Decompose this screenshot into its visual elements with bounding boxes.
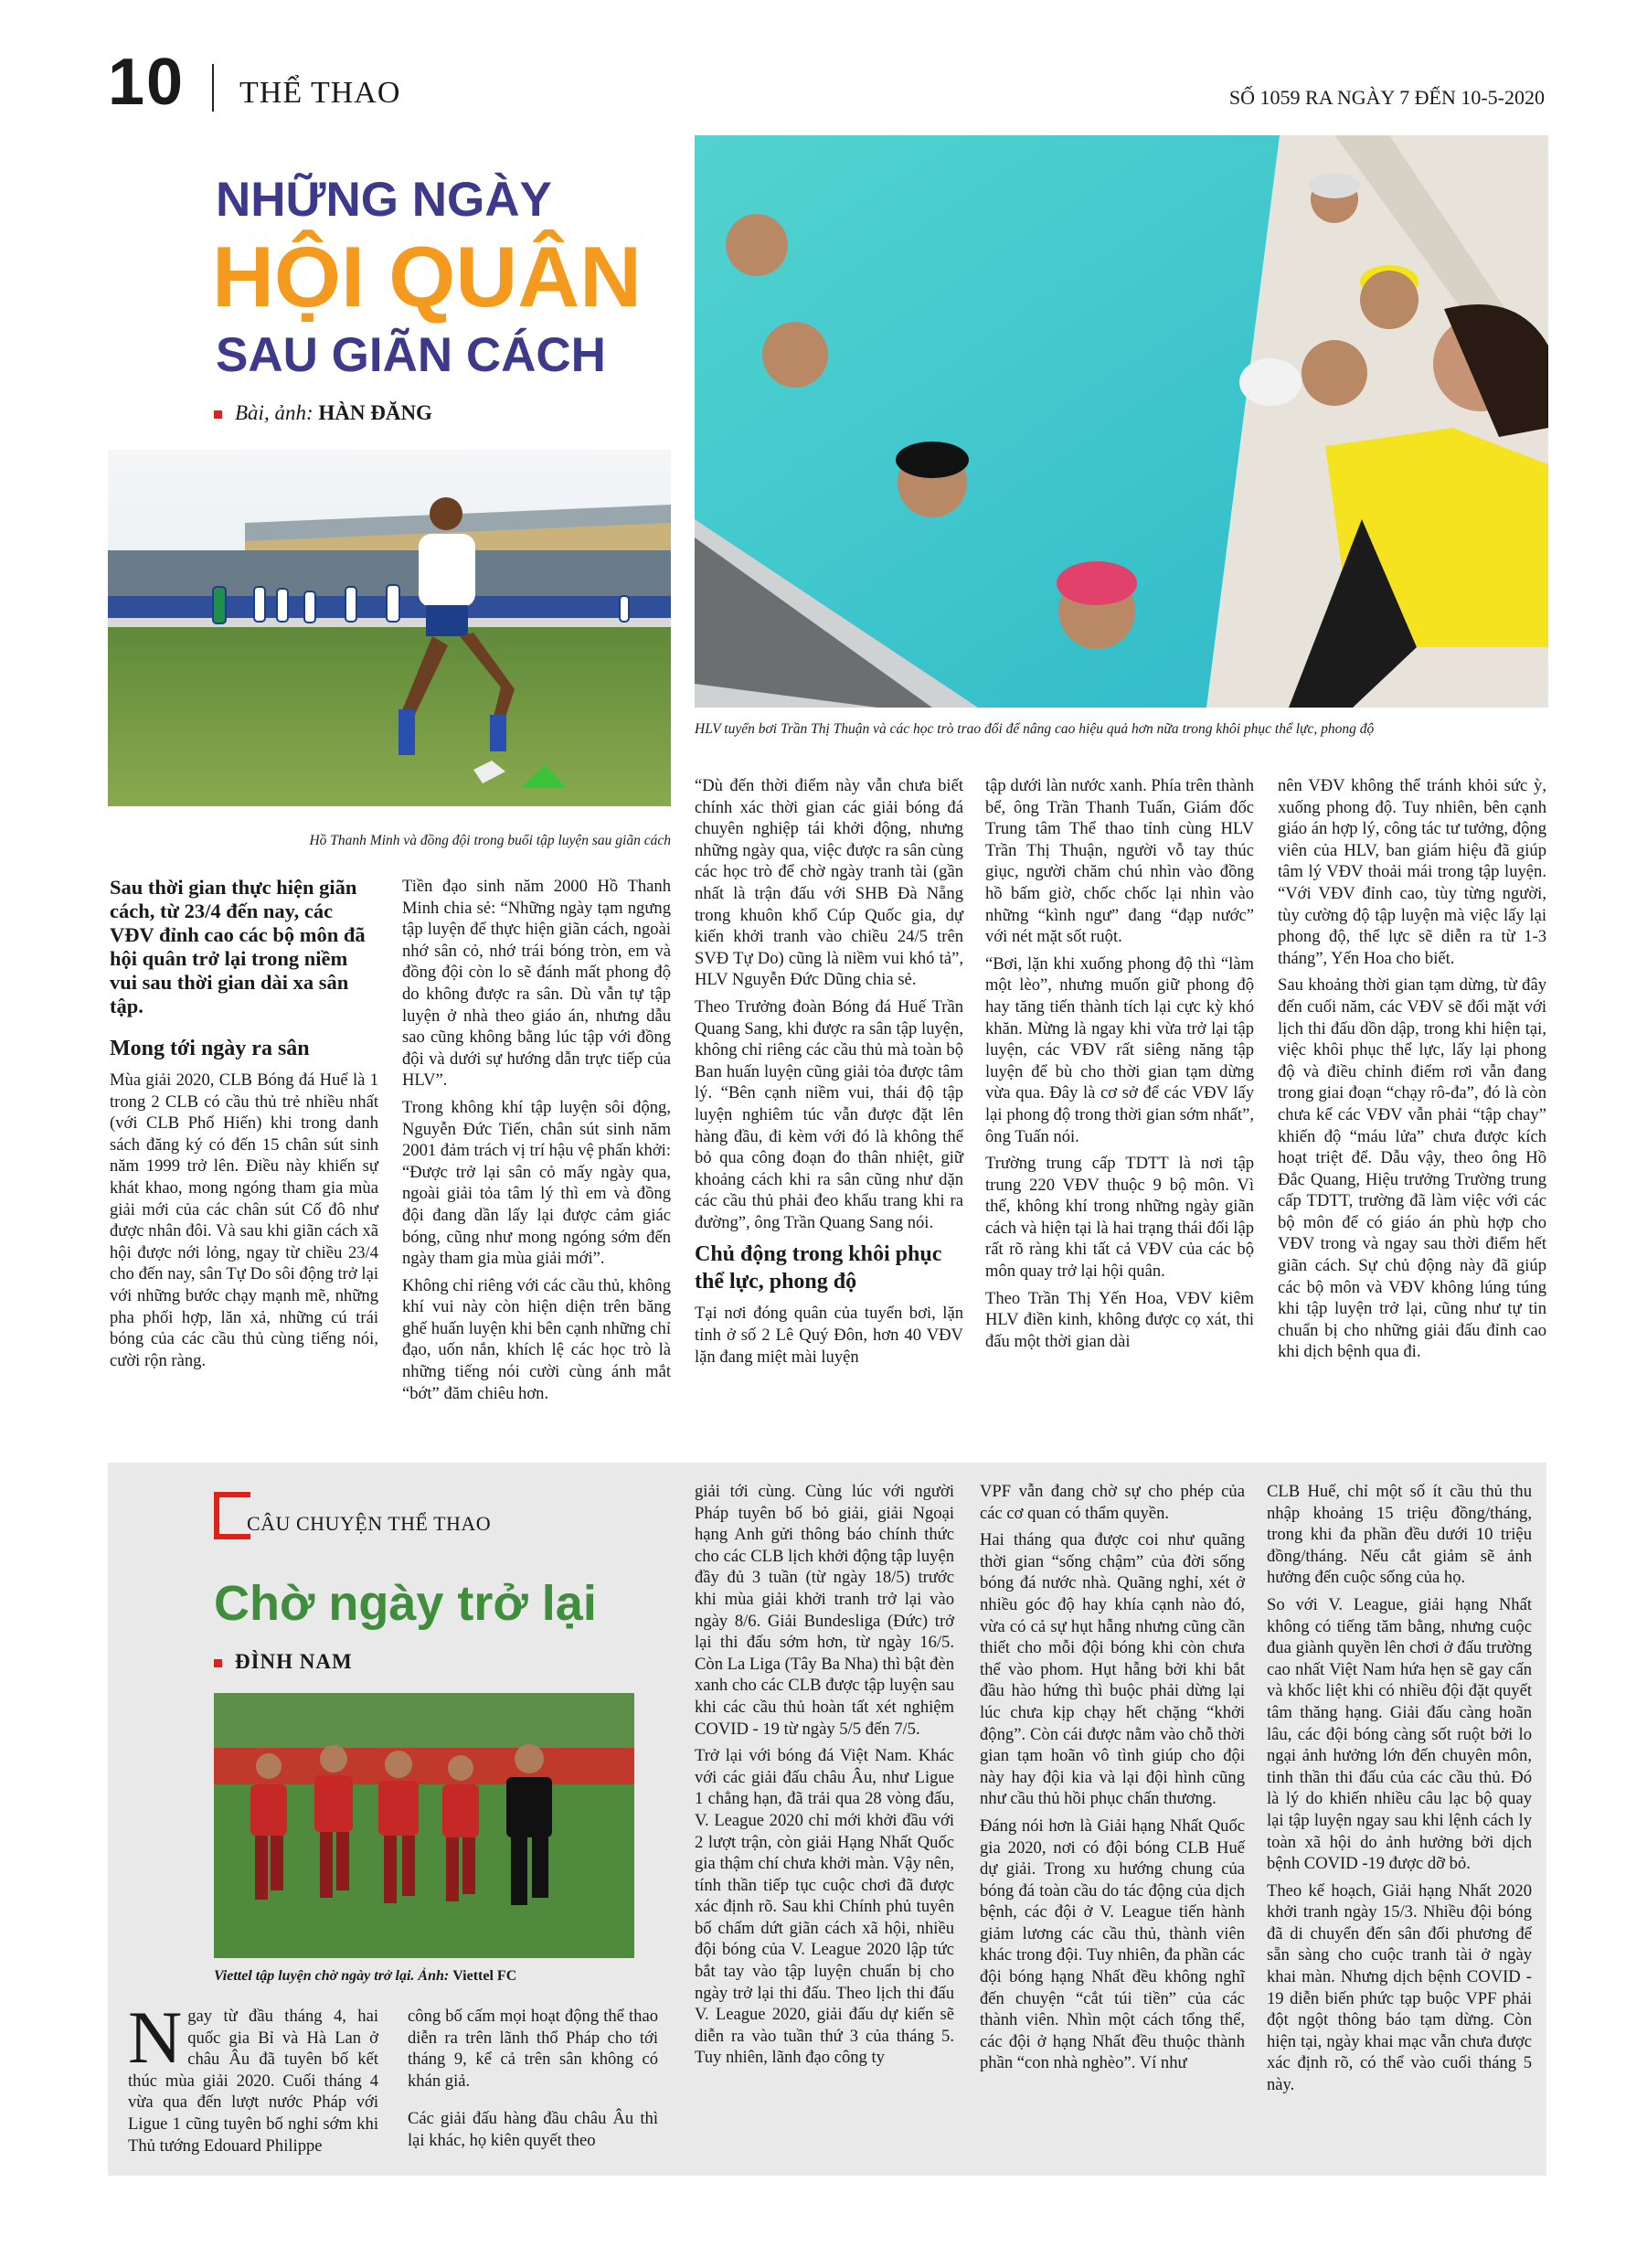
story-byline — [214, 1649, 353, 1675]
byline-prefix: Bài, ảnh: — [235, 401, 313, 424]
story-author: ĐÌNH NAM — [235, 1650, 353, 1673]
caption-text: Viettel tập luyện chờ ngày trở lại. Ảnh: — [214, 1968, 453, 1984]
article2-column-5 — [1267, 1481, 1532, 2102]
paragraph: “Bơi, lặn khi xuống phong độ thì “làm một lèo”, nhưng muốn giữ phong độ hay tăng tiến thành tích lại cực kỳ khó khăn. Mừng là ngay khi vừa trở lại tập luyện, các VĐV rất siêng năng tập luyện để bù cho thời gian tạm dừng vừa qua. Đây là cơ sở để các VĐV lấy lại phong độ trong thời gian sớm nhất”, ông Tuấn nói. — [985, 953, 1254, 1146]
article1-subhead-1: Mong tới ngày ra sân — [110, 1037, 310, 1060]
paragraph: Trường trung cấp TDTT là nơi tập trung 220 VĐV thuộc 9 bộ môn. Vì thế, không khí trong những ngày giãn cách và hiện tại là hai trạng thái đối lập rất rõ ràng khi tất cả VĐV của các bộ môn quay trở lại hội quân. — [985, 1154, 1254, 1282]
paragraph: Sau khoảng thời gian tạm dừng, từ đây đến cuối năm, các VĐV sẽ đối mặt với lịch thi đấu dồn dập, trong khi hiện tại, việc khôi phục thể lực, lấy lại phong độ và điều chỉnh điểm rơi vẫn đang trong giai đoạn “chạy rô-đa”, đó là còn chưa kể các VĐV vẫn phải “tập chay” khiến độ “máu lửa” chưa được kích hoạt triệt để. Dẫu vậy, theo ông Hồ Đắc Quang, Hiệu trưởng Trường trung cấp TDTT, trường đã làm việc với các bộ môn để có giáo án phù hợp cho VĐV trong và ngay sau thời điểm hết giãn cách. Sự chủ động này đã giúp các bộ môn và VĐV không lúng túng khi tập luyện trở lại, cũng như tự tin chuẩn bị cho những giải đấu đỉnh cao khi dịch bệnh qua đi. — [1278, 975, 1546, 1362]
paragraph: Đáng nói hơn là Giải hạng Nhất Quốc gia 2020, nơi có đội bóng CLB Huế dự giải. Trong xu hướng chung của bóng đá toàn cầu do tác động của dịch bệnh, các đội ở V. League tiến hành giảm lương các cầu thủ, thành viên khác trong đội. Tuy nhiên, đa phần các đội bóng hạng Nhất đều không nghĩ đến chuyện “cắt túi tiền” của các thành viên. Nhìn một cách tổng thể, các đội ở hạng Nhất đều thuộc thành phần “con nhà nghèo”. Ví như — [980, 1815, 1245, 2073]
kicker-label: CÂU CHUYỆN THỂ THAO — [247, 1512, 492, 1535]
viettel-training-photo — [214, 1693, 634, 1958]
paragraph: “Dù đến thời điểm này vẫn chưa biết chính xác thời gian các giải bóng đá chuyên nghiệp tái khởi động, nhưng những ngày qua, việc được ra sân cùng các học trò để chờ ngày tranh tài (gần nhất là trận đấu với SHB Đà Nẵng trong khuôn khổ Cúp Quốc gia, dự kiến khởi tranh vào chiều 24/5 trên SVĐ Tự Do) cũng là niềm vui khó tả”, HLV Nguyễn Đức Dũng chia sẻ. — [695, 776, 963, 990]
paragraph: giải tới cùng. Cùng lúc với người Pháp tuyên bố bỏ giải, giải Ngoại hạng Anh gửi thông báo chính thức cho các CLB lịch khởi động tập luyện đầy đủ 3 tuần (từ ngày 18/5) trước khi mùa giải khởi tranh trở lại vào ngày 8/6. Giải Bundesliga (Đức) trở lại thi đấu sớm hơn, từ ngày 16/5. Còn La Liga (Tây Ba Nha) thì bật đèn xanh cho các CLB được tập luyện sau khi các cầu thủ hoàn tất xét nghiệm COVID - 19 từ ngày 5/5 đến 7/5. — [695, 1482, 954, 1739]
paragraph: Theo Trần Thị Yến Hoa, VĐV kiêm HLV điền kinh, không được cọ xát, thi đấu một thời gian dài — [985, 1288, 1254, 1351]
bullet-icon — [214, 410, 222, 419]
paragraph: Tiền đạo sinh năm 2000 Hồ Thanh Minh chia sẻ: “Những ngày tạm ngưng tập luyện để thực hiện giãn cách, ngoài nhớ sân cỏ, nhớ trái bóng tròn, em và đồng đội còn lo sẽ đánh mất phong độ do không được ra sân. Dù vẫn tự tập luyện ở nhà theo giáo án, nhưng dẫu sao cũng không bằng lúc tập với đồng đội và dưới sự hướng dẫn trực tiếp của HLV”. — [402, 877, 671, 1091]
headline-line-1: NHỮNG NGÀY — [216, 173, 552, 227]
paragraph: tập dưới làn nước xanh. Phía trên thành bể, ông Trần Thanh Tuấn, Giám đốc Trung tâm Thể thao tỉnh cùng HLV Trần Thị Thuận, người vỗ tay thúc giục, người chăm chú nhìn vào đồng hồ bấm giờ, chốc chốc lại nhìn vào những “kình ngư” đang “đạp nước” với nét mặt sốt ruột. — [985, 776, 1254, 947]
viettel-photo-caption — [214, 1967, 634, 1986]
article2-column-1 — [128, 1996, 378, 2156]
section-title: THỂ THAO — [239, 76, 401, 110]
paragraph: Trong không khí tập luyện sôi động, Nguyễn Đức Tiến, chân sút sinh năm 2001 đảm trách vị trí hậu vệ phấn khởi: “Được trở lại sân cỏ mấy ngày qua, ngoài giải tỏa tâm lý thì em và đồng đội đang dần lấy lại được cảm giác bóng, cũng như mong ngóng sớm đến ngày tham gia mùa giải mới”. — [402, 1097, 671, 1269]
header-divider — [212, 64, 214, 112]
paragraph: nên VĐV không thể tránh khỏi sức ỳ, xuống phong độ. Tuy nhiên, bên cạnh giáo án hợp lý, công tác tư tưởng, động viên của HLV, ban giám hiệu đã giúp tâm lý VĐV thoải mái trong tập luyện. “Với VĐV đỉnh cao, tùy từng người, tùy cường độ tập luyện mà việc lấy lại phong độ, thể lực sẽ diễn ra từ 1-3 tháng”, Yến Hoa cho biết. — [1278, 776, 1546, 968]
paragraph: Tại nơi đóng quân của tuyển bơi, lặn tỉnh ở số 2 Lê Quý Đôn, hơn 40 VĐV lặn đang miệt mài luyện — [695, 1304, 963, 1367]
paragraph: CLB Huế, chỉ một số ít cầu thủ thu nhập khoảng 15 triệu đồng/tháng, trong khi đa phần đều dưới 10 triệu đồng/tháng. Nếu cắt giảm sẽ ảnh hưởng đến cuộc sống của họ. — [1267, 1482, 1532, 1588]
caption-credit: Viettel FC — [452, 1968, 517, 1984]
paragraph: Hai tháng qua được coi như quãng thời gian “sống chậm” của đời sống bóng đá nước nhà. Quãng nghỉ, xét ở nhiều góc độ hay khía cạnh nào đó, vừa có cả sự hụt hẫng nhưng cũng cần thiết cho mỗi đội bóng khi còn chưa thể vào phom. Hụt hẫng bởi khi bắt đầu hào hứng thì buộc phải dừng lại lúc chưa kịp chạy hết chặng “khởi động”. Còn cái được nằm vào chỗ thời gian tạm hoãn vô tình giúp cho đội này hay đội kia và lại đội hình cũng như cầu thủ hồi phục chấn thương. — [980, 1530, 1245, 1809]
paragraph: VPF vẫn đang chờ sự cho phép của các cơ quan có thẩm quyền. — [980, 1482, 1245, 1523]
byline — [214, 400, 432, 426]
article1-column-1 — [110, 876, 378, 1377]
paragraph: Trở lại với bóng đá Việt Nam. Khác với các giải đấu châu Âu, như Ligue 1 chẳng hạn, đã trải qua 28 vòng đấu, V. League 2020 chỉ mới khởi đầu với 2 lượt trận, còn giải Hạng Nhất Quốc gia thậm chí chưa khởi màn. Vậy nên, tính thần tiếp tục cuộc chơi đã được xác định rõ. Sau khi Chính phủ tuyên bố chấm dứt giãn cách xã hội, nhiều đội bóng của V. League 2020 lập tức bắt tay vào tập luyện chuẩn bị cho ngày trở lại thi đấu. Theo lịch thi đấu V. League 2020, giải đấu dự kiến sẽ diễn ra vào tuần thứ 3 của tháng 5. Tuy nhiên, lãnh đạo công ty — [695, 1746, 954, 2068]
football-training-photo — [108, 450, 671, 806]
article2-column-3 — [695, 1481, 954, 2074]
swimming-training-photo — [695, 135, 1548, 708]
story-title: Chờ ngày trở lại — [214, 1576, 597, 1631]
paragraph: Ngay từ đầu tháng 4, hai quốc gia Bỉ và Hà Lan ở châu Âu đã tuyên bố kết thúc mùa giải 2020. Cuối tháng 4 vừa qua đến lượt nước Pháp với Ligue 1 cũng tuyên bố nghỉ sớm khi Thủ tướng Edouard Philippe — [128, 1996, 378, 2156]
headline-line-3: SAU GIÃN CÁCH — [216, 328, 606, 382]
paragraph: Các giải đấu hàng đầu châu Âu thì lại khác, họ kiên quyết theo — [408, 2109, 658, 2150]
paragraph: So với V. League, giải hạng Nhất không có tiếng tăm bằng, nhưng cuộc đua giành quyền lên chơi ở đấu trường cao nhất Việt Nam hứa hẹn sẽ gay cấn và khốc liệt khi có nhiều đội đặt quyết tâm thăng hạng. Giải đấu càng hoãn lâu, các đội bóng càng sốt ruột bởi lo ngại ảnh hưởng lớn đến chuyên môn, tinh thần thi đấu của các cầu thủ. Đó là lý do khiến nhiều câu lạc bộ quay lại tập luyện ngay sau khi lệnh cách ly toàn xã hội do ảnh hưởng bởi dịch bệnh COVID -19 được dỡ bỏ. — [1267, 1594, 1532, 1874]
article1-lead: Sau thời gian thực hiện giãn cách, từ 23/4 đến nay, các VĐV đỉnh cao các bộ môn đã hội quân trở lại trong niềm vui sau thời gian dài xa sân tập. — [110, 876, 366, 1017]
article1-column-5 — [1278, 775, 1546, 1368]
article1-column-4 — [985, 775, 1254, 1358]
kicker-bracket-icon — [214, 1492, 250, 1539]
byline-author: HÀN ĐĂNG — [318, 401, 432, 424]
headline-line-2: HỘI QUÂN — [212, 229, 642, 325]
article1-column-3 — [695, 775, 963, 1373]
drop-cap: N — [128, 1996, 183, 2079]
football-photo-caption: Hồ Thanh Minh và đồng đội trong buổi tập luyện sau giãn cách — [309, 833, 671, 848]
page-number: 10 — [108, 46, 186, 119]
paragraph: công bố cấm mọi hoạt động thể thao diễn ra trên lãnh thổ Pháp cho tới tháng 9, kể cả trên sân không có khán giả. — [408, 2007, 658, 2091]
article1-column-2 — [402, 876, 671, 1410]
swimming-photo-caption: HLV tuyển bơi Trần Thị Thuận và các học trò trao đổi để nâng cao hiệu quả hơn nữa trong khôi phục thể lực, phong độ — [695, 721, 1375, 737]
paragraph: Theo kế hoạch, Giải hạng Nhất 2020 khởi tranh ngày 15/3. Nhiều đội bóng đã di chuyển đến sân đối phương để sẵn sàng cho cuộc tranh tài ở ngày khai màn. Nhưng dịch bệnh COVID - 19 diễn biến phức tạp buộc VPF phải đột ngột thông báo tạm dừng. Còn hiện tại, ngày khai mạc vẫn chưa được xác định rõ, có thể vào cuối tháng 5 này. — [1267, 1880, 1532, 2095]
issue-info: SỐ 1059 RA NGÀY 7 ĐẾN 10-5-2020 — [1228, 86, 1545, 109]
paragraph: Không chỉ riêng với các cầu thủ, không khí vui này còn hiện diện trên băng ghế huấn luyện khi bên cạnh những chỉ đạo, uốn nắn, khích lệ các học trò là những tiếng nói cười cùng ánh mắt “bớt” đăm chiêu hơn. — [402, 1275, 671, 1403]
article2-column-4 — [980, 1481, 1245, 2080]
article1-subhead-2: Chủ động trong khôi phục thể lực, phong độ — [695, 1242, 942, 1294]
article2-column-2 — [408, 2006, 658, 2157]
bullet-icon — [214, 1659, 222, 1667]
paragraph: Mùa giải 2020, CLB Bóng đá Huế là 1 trong 2 CLB có cầu thủ trẻ nhiều nhất (với CLB Phố Hiến) khi trong danh sách đăng ký có đến 15 chân sút sinh năm 1999 trở lên. Điều này khiến sự khát khao, mong ngóng tham gia mùa giải mới của các chân sút Cố đô như được nhân đôi. Và sau khi giãn cách xã hội được nới lỏng, ngay từ chiều 23/4 cho đến nay, sân Tự Do sôi động trở lại với những bước chạy mạnh mẽ, những pha phối hợp, lăn xả, những cú trái bóng của các cầu thủ cùng tiếng nói, cười rộn ràng. — [110, 1070, 378, 1370]
paragraph: Theo Trưởng đoàn Bóng đá Huế Trần Quang Sang, khi được ra sân tập luyện, không chỉ riêng các cầu thủ mà toàn bộ Ban huấn luyện cũng giải tỏa được tâm lý. “Bên cạnh niềm vui, thái độ tập luyện nghiêm túc vẫn được đặt lên hàng đầu, đi kèm với đó là không thể bỏ qua công đoạn đo thân nhiệt, giữ khoảng cách khi ra sân cũng như dặn các cầu thủ phải đeo khẩu trang khi ra đường”, ông Trần Quang Sang nói. — [695, 996, 963, 1232]
